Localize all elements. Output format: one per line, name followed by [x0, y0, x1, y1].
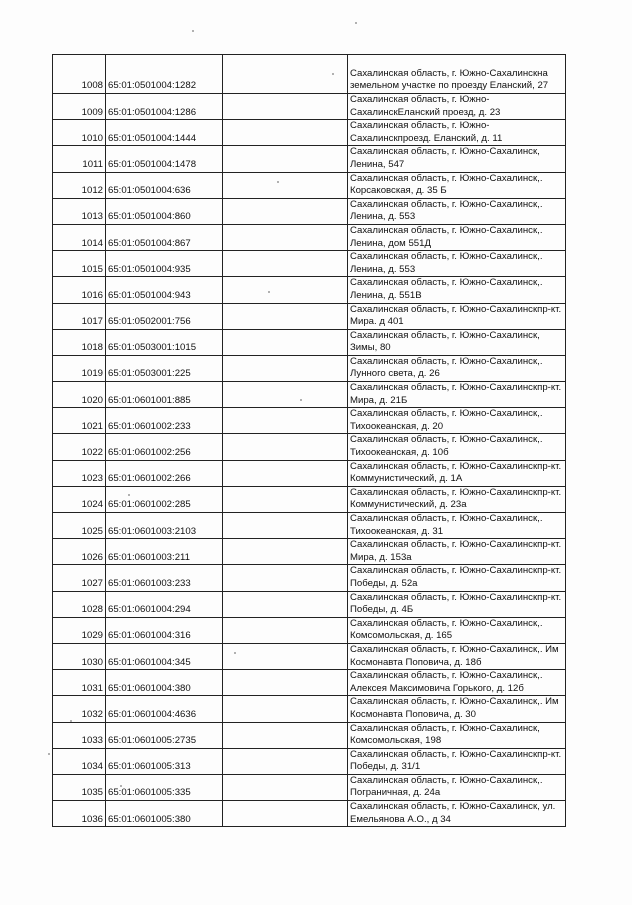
- address-cell: Сахалинская область, г. Южно-Сахалинск,. Пограничная, д. 24а: [348, 774, 566, 800]
- empty-cell: [223, 224, 348, 250]
- scan-speck: [277, 181, 279, 183]
- address-cell: Сахалинская область, г. Южно-Сахалинск,. Тихоокеанская, д. 10б: [348, 434, 566, 460]
- cadastral-number-cell: 65:01:0601004:294: [106, 591, 223, 617]
- row-number-cell: 1011: [53, 146, 106, 172]
- row-number-cell: 1021: [53, 408, 106, 434]
- address-cell: Сахалинская область, г. Южно-Сахалинскпр-кт. Победы, д. 31/1: [348, 748, 566, 774]
- row-number-cell: 1030: [53, 643, 106, 669]
- scan-speck: [70, 720, 72, 722]
- cadastral-number-cell: 65:01:0601003:2103: [106, 513, 223, 539]
- address-cell: Сахалинская область, г. Южно-Сахалинскна земельном участке по проезду Еланский, 27: [348, 55, 566, 94]
- row-number-cell: 1034: [53, 748, 106, 774]
- cadastral-number-cell: 65:01:0501004:935: [106, 251, 223, 277]
- empty-cell: [223, 408, 348, 434]
- empty-cell: [223, 382, 348, 408]
- scan-speck: [355, 22, 357, 24]
- empty-cell: [223, 539, 348, 565]
- cadastral-number-cell: 65:01:0601005:313: [106, 748, 223, 774]
- cadastral-number-cell: 65:01:0601005:2735: [106, 722, 223, 748]
- address-cell: Сахалинская область, г. Южно-Сахалинск,. Алексея Максимовича Горького, д. 12б: [348, 670, 566, 696]
- cadastral-number-cell: 65:01:0601004:316: [106, 617, 223, 643]
- table-row: [53, 486, 566, 512]
- table-row: [53, 696, 566, 722]
- address-cell: Сахалинская область, г. Южно-Сахалинск,. Ленина, д. 553: [348, 198, 566, 224]
- empty-cell: [223, 486, 348, 512]
- address-cell: Сахалинская область, г. Южно-Сахалинск,. Комсомольская, д. 165: [348, 617, 566, 643]
- empty-cell: [223, 251, 348, 277]
- address-cell: Сахалинская область, г. Южно-Сахалинскпр-кт. Коммунистический, д. 23а: [348, 486, 566, 512]
- cadastral-number-cell: 65:01:0501004:1286: [106, 94, 223, 120]
- address-cell: Сахалинская область, г. Южно-Сахалинск, Ленина, 547: [348, 146, 566, 172]
- table-row: [53, 120, 566, 146]
- empty-cell: [223, 277, 348, 303]
- table-row: [53, 434, 566, 460]
- table-row: [53, 565, 566, 591]
- address-cell: Сахалинская область, г. Южно-Сахалинск, ул. Емельянова А.О., д 34: [348, 801, 566, 827]
- row-number-cell: 1019: [53, 355, 106, 381]
- table-row: [53, 643, 566, 669]
- address-cell: Сахалинская область, г. Южно-Сахалинск,. Тихоокеанская, д. 20: [348, 408, 566, 434]
- row-number-cell: 1013: [53, 198, 106, 224]
- table-row: [53, 355, 566, 381]
- empty-cell: [223, 513, 348, 539]
- empty-cell: [223, 722, 348, 748]
- table-row: [53, 55, 566, 94]
- row-number-cell: 1027: [53, 565, 106, 591]
- cadastral-number-cell: 65:01:0501004:1282: [106, 55, 223, 94]
- cadastral-number-cell: 65:01:0501004:636: [106, 172, 223, 198]
- table-row: [53, 224, 566, 250]
- address-cell: Сахалинская область, г. Южно-Сахалинск,. Им Космонавта Поповича, д. 18б: [348, 643, 566, 669]
- address-cell: Сахалинская область, г. Южно-Сахалинскпр-кт. Мира, д. 153а: [348, 539, 566, 565]
- row-number-cell: 1008: [53, 55, 106, 94]
- table-row: [53, 277, 566, 303]
- scan-speck: [300, 399, 302, 401]
- cadastral-number-cell: 65:01:0601003:233: [106, 565, 223, 591]
- address-cell: Сахалинская область, г. Южно-Сахалинск,. Лунного света, д. 26: [348, 355, 566, 381]
- table-row: [53, 774, 566, 800]
- row-number-cell: 1009: [53, 94, 106, 120]
- table-row: [53, 329, 566, 355]
- cadastral-number-cell: 65:01:0601005:380: [106, 801, 223, 827]
- empty-cell: [223, 591, 348, 617]
- row-number-cell: 1012: [53, 172, 106, 198]
- empty-cell: [223, 617, 348, 643]
- cadastral-number-cell: 65:01:0503001:1015: [106, 329, 223, 355]
- table-row: [53, 801, 566, 827]
- scan-speck: [332, 73, 334, 75]
- row-number-cell: 1033: [53, 722, 106, 748]
- empty-cell: [223, 55, 348, 94]
- row-number-cell: 1026: [53, 539, 106, 565]
- table-row: [53, 513, 566, 539]
- cadastral-number-cell: 65:01:0501004:1478: [106, 146, 223, 172]
- cadastral-number-cell: 65:01:0601001:885: [106, 382, 223, 408]
- address-cell: Сахалинская область, г. Южно-Сахалинск,. Им Космонавта Поповича, д. 30: [348, 696, 566, 722]
- empty-cell: [223, 565, 348, 591]
- cadastral-number-cell: 65:01:0601002:266: [106, 460, 223, 486]
- row-number-cell: 1029: [53, 617, 106, 643]
- row-number-cell: 1035: [53, 774, 106, 800]
- empty-cell: [223, 434, 348, 460]
- empty-cell: [223, 355, 348, 381]
- cadastral-number-cell: 65:01:0601002:233: [106, 408, 223, 434]
- cadastral-number-cell: 65:01:0503001:225: [106, 355, 223, 381]
- row-number-cell: 1023: [53, 460, 106, 486]
- cadastral-number-cell: 65:01:0601004:380: [106, 670, 223, 696]
- table-row: [53, 460, 566, 486]
- cadastral-number-cell: 65:01:0501004:860: [106, 198, 223, 224]
- address-cell: Сахалинская область, г. Южно-Сахалинск,. Тихоокеанская, д. 31: [348, 513, 566, 539]
- row-number-cell: 1018: [53, 329, 106, 355]
- table-row: [53, 539, 566, 565]
- row-number-cell: 1024: [53, 486, 106, 512]
- scan-speck: [234, 652, 236, 654]
- empty-cell: [223, 94, 348, 120]
- empty-cell: [223, 460, 348, 486]
- cadastral-number-cell: 65:01:0601004:4636: [106, 696, 223, 722]
- table-row: [53, 408, 566, 434]
- empty-cell: [223, 303, 348, 329]
- empty-cell: [223, 172, 348, 198]
- row-number-cell: 1022: [53, 434, 106, 460]
- table-row: [53, 198, 566, 224]
- cadastral-number-cell: 65:01:0601004:345: [106, 643, 223, 669]
- table-row: [53, 722, 566, 748]
- table-row: [53, 146, 566, 172]
- address-cell: Сахалинская область, г. Южно-Сахалинск,. Ленина, дом 551Д: [348, 224, 566, 250]
- row-number-cell: 1025: [53, 513, 106, 539]
- cadastral-number-cell: 65:01:0601005:335: [106, 774, 223, 800]
- cadastral-number-cell: 65:01:0601002:256: [106, 434, 223, 460]
- empty-cell: [223, 329, 348, 355]
- address-cell: Сахалинская область, г. Южно-Сахалинскпр-кт. Коммунистический, д. 1А: [348, 460, 566, 486]
- cadastral-number-cell: 65:01:0501004:1444: [106, 120, 223, 146]
- cadastral-number-cell: 65:01:0601003:211: [106, 539, 223, 565]
- address-cell: Сахалинская область, г. Южно-Сахалинскпр-кт. Мира. д 401: [348, 303, 566, 329]
- table-row: [53, 94, 566, 120]
- table-row: [53, 670, 566, 696]
- table-row: [53, 617, 566, 643]
- row-number-cell: 1032: [53, 696, 106, 722]
- empty-cell: [223, 696, 348, 722]
- registry-table-body: [53, 55, 566, 827]
- scan-speck: [120, 785, 122, 787]
- cadastral-number-cell: 65:01:0501004:867: [106, 224, 223, 250]
- table-row: [53, 748, 566, 774]
- empty-cell: [223, 774, 348, 800]
- table-row: [53, 303, 566, 329]
- address-cell: Сахалинская область, г. Южно-Сахалинск,. Ленина, д. 553: [348, 251, 566, 277]
- scan-speck: [128, 494, 130, 496]
- cadastral-number-cell: 65:01:0501004:943: [106, 277, 223, 303]
- address-cell: Сахалинская область, г. Южно-Сахалинскпр-кт. Победы, д. 52а: [348, 565, 566, 591]
- table-row: [53, 172, 566, 198]
- scan-speck: [192, 30, 194, 32]
- row-number-cell: 1020: [53, 382, 106, 408]
- row-number-cell: 1031: [53, 670, 106, 696]
- row-number-cell: 1014: [53, 224, 106, 250]
- address-cell: Сахалинская область, г. Южно- СахалинскЕланский проезд, д. 23: [348, 94, 566, 120]
- empty-cell: [223, 748, 348, 774]
- row-number-cell: 1017: [53, 303, 106, 329]
- property-registry-table: [52, 54, 566, 827]
- row-number-cell: 1016: [53, 277, 106, 303]
- row-number-cell: 1015: [53, 251, 106, 277]
- empty-cell: [223, 146, 348, 172]
- address-cell: Сахалинская область, г. Южно-Сахалинскпр-кт. Мира, д. 21Б: [348, 382, 566, 408]
- scan-speck: [268, 291, 270, 293]
- address-cell: Сахалинская область, г. Южно-Сахалинскпр-кт. Победы, д. 4Б: [348, 591, 566, 617]
- cadastral-number-cell: 65:01:0601002:285: [106, 486, 223, 512]
- table-row: [53, 251, 566, 277]
- address-cell: Сахалинская область, г. Южно- Сахалинскпроезд. Еланский, д. 11: [348, 120, 566, 146]
- row-number-cell: 1036: [53, 801, 106, 827]
- address-cell: Сахалинская область, г. Южно-Сахалинск,. Корсаковская, д. 35 Б: [348, 172, 566, 198]
- scan-speck: [48, 753, 50, 755]
- address-cell: Сахалинская область, г. Южно-Сахалинск, Зимы, 80: [348, 329, 566, 355]
- empty-cell: [223, 801, 348, 827]
- row-number-cell: 1010: [53, 120, 106, 146]
- address-cell: Сахалинская область, г. Южно-Сахалинск, Комсомольская, 198: [348, 722, 566, 748]
- row-number-cell: 1028: [53, 591, 106, 617]
- address-cell: Сахалинская область, г. Южно-Сахалинск,. Ленина, д. 551В: [348, 277, 566, 303]
- table-row: [53, 591, 566, 617]
- cadastral-number-cell: 65:01:0502001:756: [106, 303, 223, 329]
- empty-cell: [223, 120, 348, 146]
- table-row: [53, 382, 566, 408]
- empty-cell: [223, 643, 348, 669]
- empty-cell: [223, 198, 348, 224]
- empty-cell: [223, 670, 348, 696]
